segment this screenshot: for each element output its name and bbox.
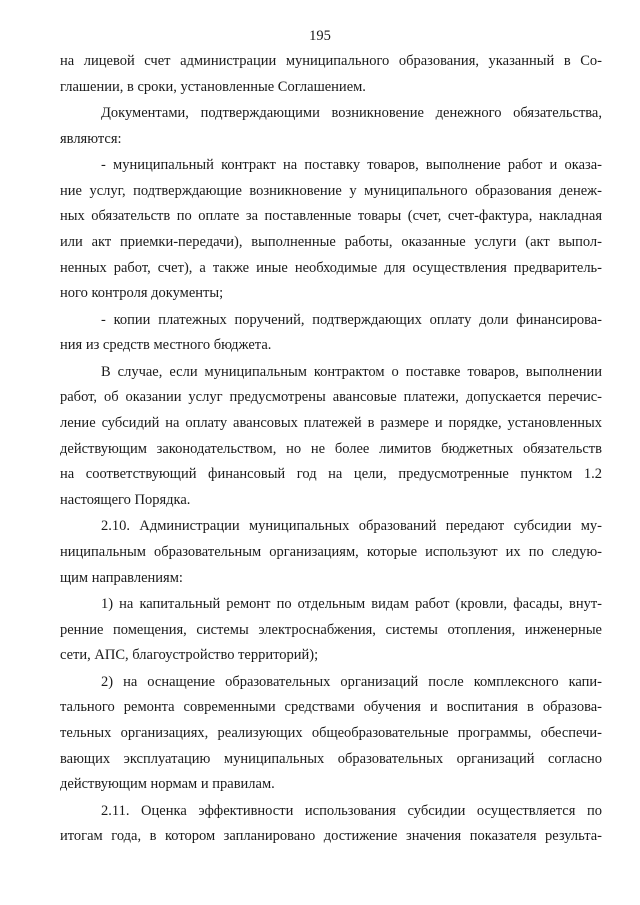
text-line: тального ремонта современными средствами обучения и воспитания в образова-	[60, 699, 602, 716]
text-line: ниципальным образовательным организациям, которые используют их по следую-	[60, 544, 602, 561]
paragraph	[60, 592, 602, 669]
page-number: 195	[309, 28, 331, 44]
paragraph	[60, 153, 602, 307]
text-line: работ, об оказании услуг предусмотрены авансовые платежи, допускается перечис-	[60, 389, 602, 406]
paragraph	[60, 670, 602, 798]
paragraph	[60, 49, 602, 100]
paragraph	[60, 799, 602, 850]
document-body	[60, 49, 602, 850]
text-line: - муниципальный контракт на поставку товаров, выполнение работ и оказа-	[101, 156, 602, 173]
text-line: или акт приемки-передачи), выполненные работы, оказанные услуги (акт выпол-	[60, 234, 602, 250]
paragraph	[60, 101, 602, 152]
text-line: действующим законодательством, но не более лимитов бюджетных обязательств	[60, 440, 602, 457]
text-line: настоящего Порядка.	[60, 492, 191, 509]
text-line: Документами, подтверждающими возникновение денежного обязательства,	[101, 104, 602, 121]
text-line: щим направлениям:	[60, 569, 183, 586]
text-line: ного контроля документы;	[60, 285, 224, 302]
text-line: 2) на оснащение образовательных организаций после комплексного капи-	[101, 673, 602, 690]
text-line: итогам года, в котором запланировано достижение значения показателя результа-	[60, 828, 602, 845]
text-line: ление субсидий на оплату авансовых платежей в размере и порядке, установленных	[60, 415, 602, 431]
text-line: - копии платежных поручений, подтверждающих оплату доли финансирова-	[101, 311, 602, 328]
paragraph	[60, 514, 602, 591]
text-line: являются:	[60, 130, 122, 147]
text-line: глашении, в сроки, установленные Соглашением.	[60, 78, 366, 95]
text-line: ненных работ, счет), а также иные необходимые для осуществления предваритель-	[60, 259, 602, 276]
text-line: вающих эксплуатацию муниципальных образовательных организаций согласно	[60, 750, 602, 767]
text-line: 2.10. Администрации муниципальных образований передают субсидии му-	[101, 518, 602, 535]
text-line: ния из средств местного бюджета.	[60, 337, 272, 354]
text-line: тельных организациях, реализующих общеобразовательные программы, обеспечи-	[60, 725, 602, 742]
text-line: 1) на капитальный ремонт по отдельным видам работ (кровли, фасады, внут-	[101, 596, 602, 612]
text-line: на соответствующий финансовый год на цели, предусмотренные пунктом 1.2	[60, 466, 602, 483]
text-line: ренние помещения, системы электроснабжения, системы отопления, инженерные	[60, 621, 602, 638]
text-line: 2.11. Оценка эффективности использования субсидии осуществляется по	[101, 802, 602, 819]
text-line: ние услуг, подтверждающие возникновение у муниципального образования денеж-	[60, 182, 602, 199]
paragraph	[60, 360, 602, 514]
text-line: ных обязательств по оплате за поставленные товары (счет, счет-фактура, накладная	[60, 208, 602, 225]
text-line: В случае, если муниципальным контрактом о поставке товаров, выполнении	[101, 363, 602, 380]
text-line: на лицевой счет администрации муниципального образования, указанный в Со-	[60, 53, 602, 69]
paragraph	[60, 308, 602, 359]
text-line: сети, АПС, благоустройство территорий);	[60, 647, 319, 664]
text-line: действующим нормам и правилам.	[60, 776, 275, 793]
